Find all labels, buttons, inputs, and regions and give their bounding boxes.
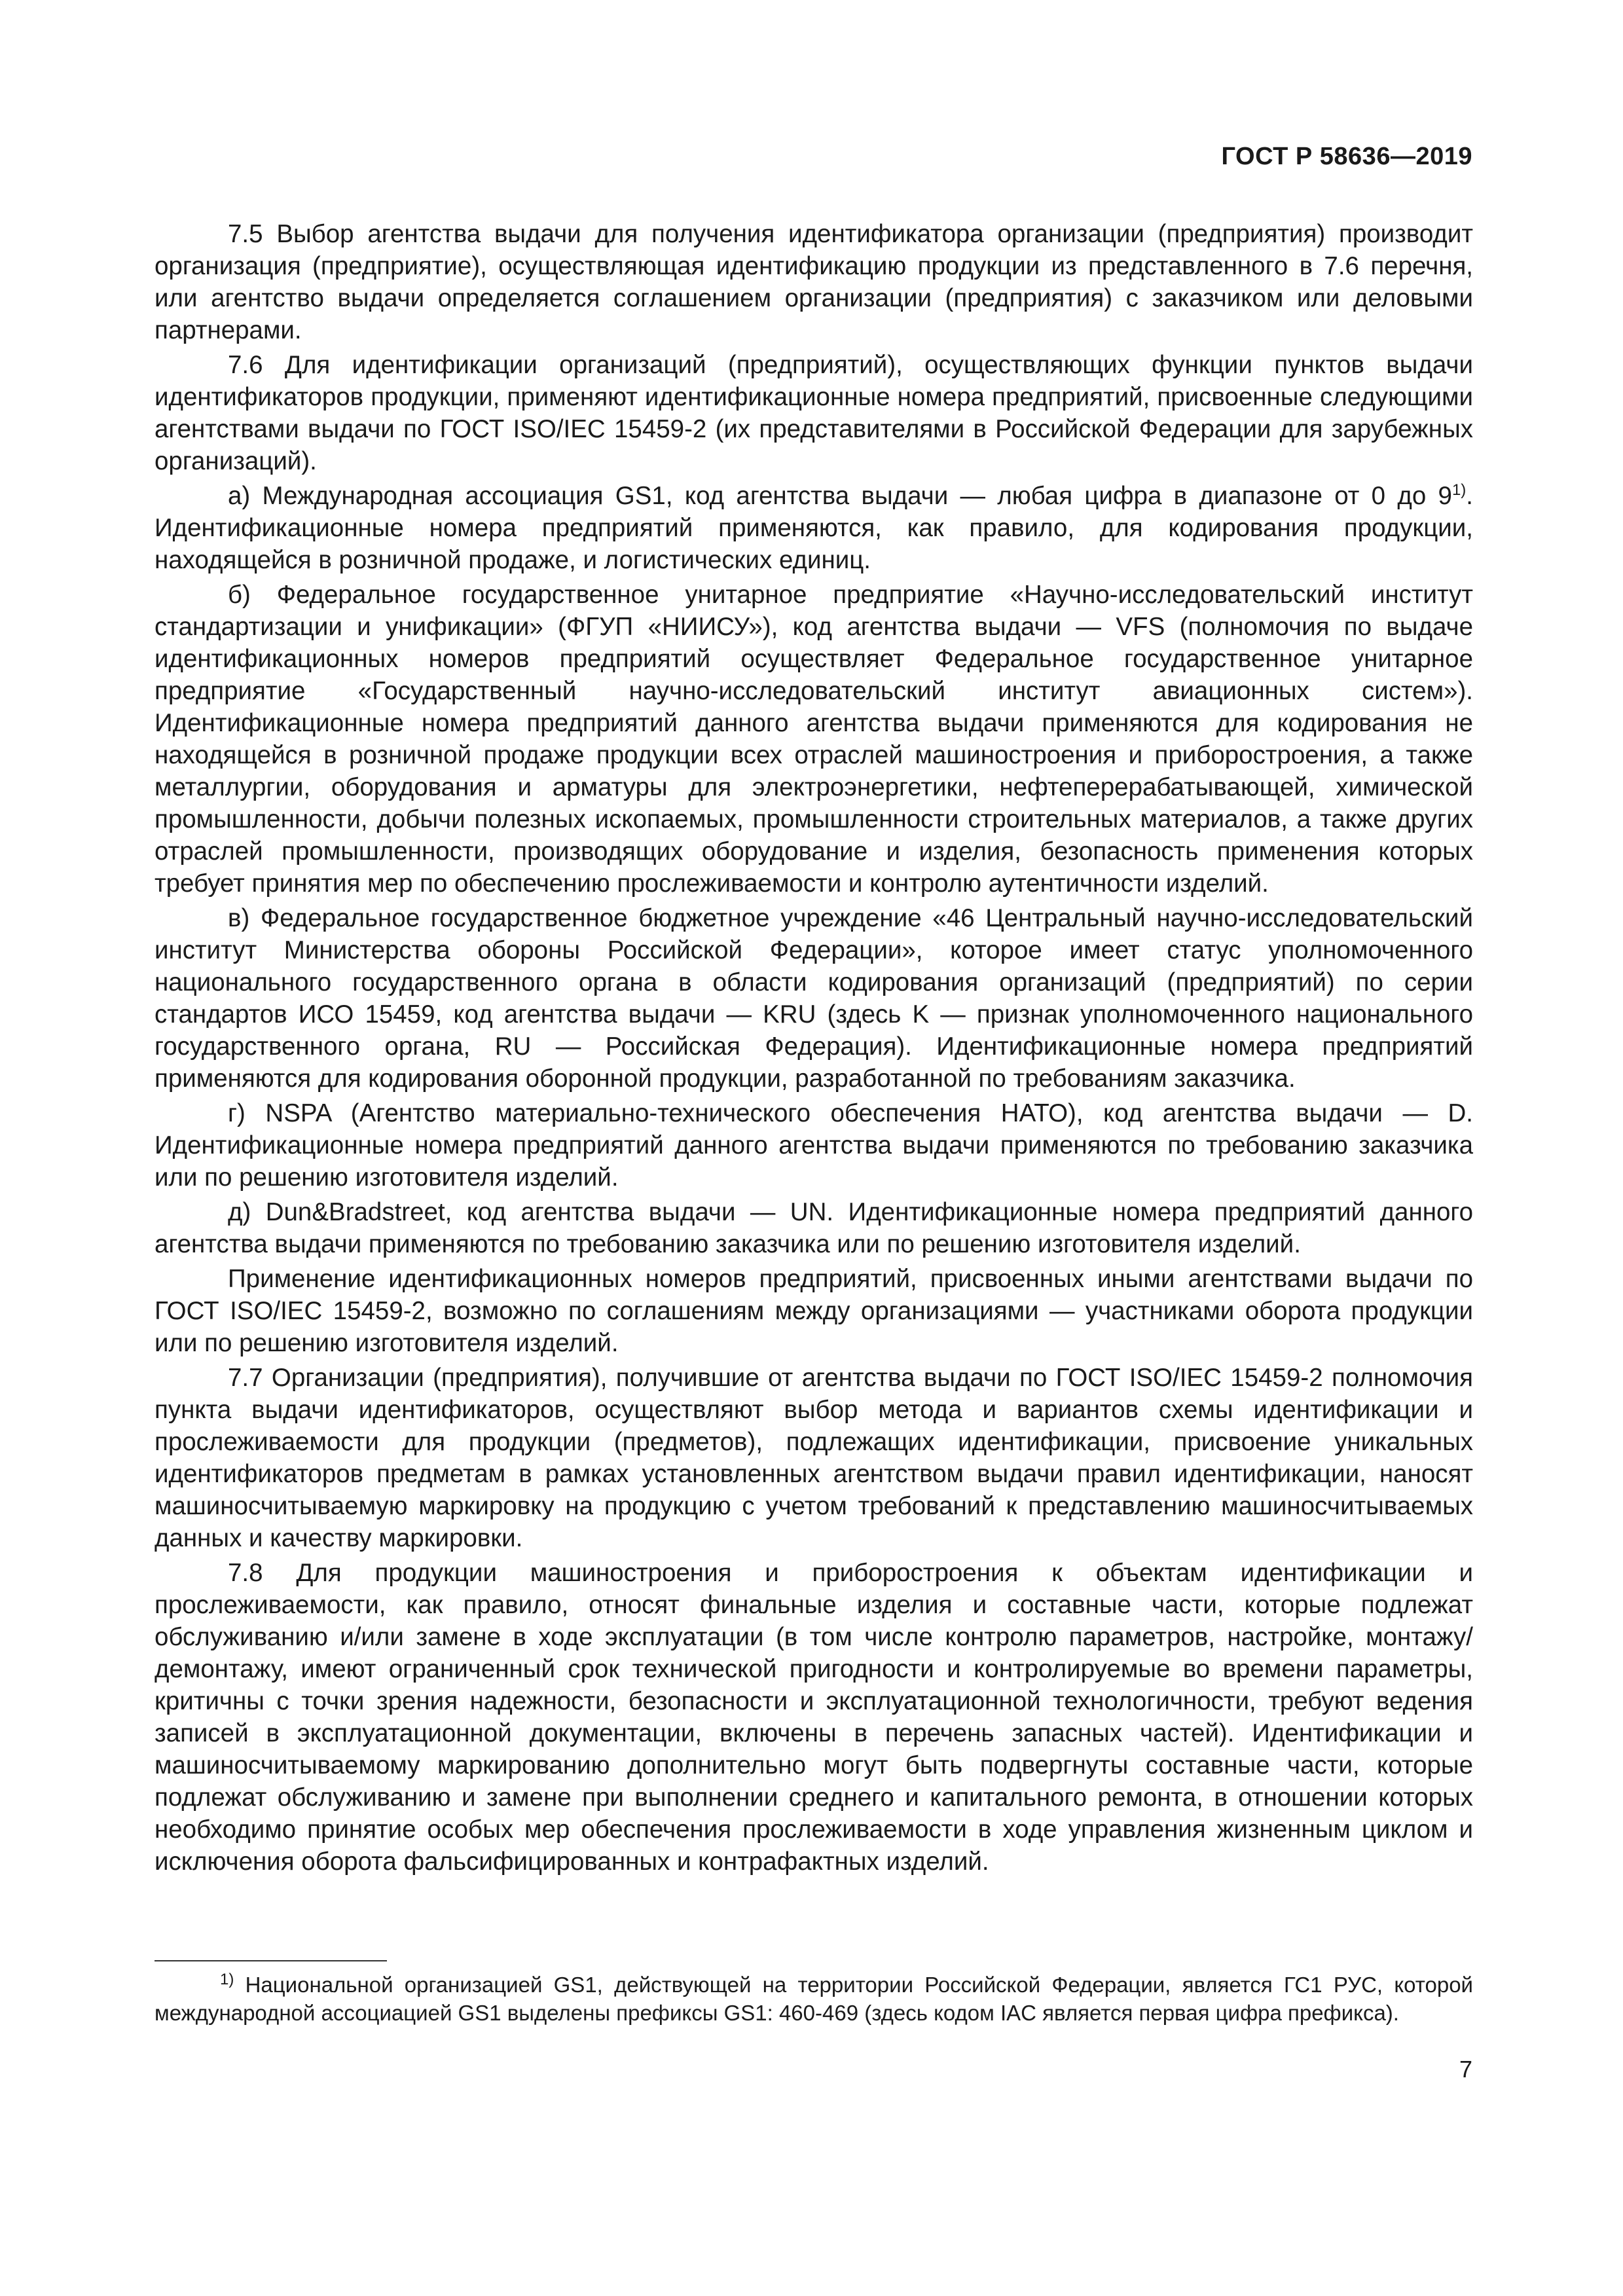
page-number: 7 — [1459, 2056, 1472, 2083]
footnote-divider — [155, 1960, 387, 1961]
document-id-header: ГОСТ Р 58636—2019 — [1221, 143, 1472, 170]
footnote-ref: 1) — [1451, 481, 1467, 500]
footnote-text: Национальной организацией GS1, действующей на территории Российской Федерации, является ГС1 РУС, которой международной ассоциацией GS1 выделены префиксы GS1: 460-469 (здесь кодом IAC является первая цифра префикса). — [155, 1973, 1473, 2025]
paragraph-7-6-a — [155, 480, 1473, 576]
paragraph-7-6-b: б) Федеральное государственное унитарное предприятие «Научно-исследовательский институт стандартизации и унификации» (ФГУП «НИИСУ»), код агентства выдачи — VFS (полномочия по выдаче идентификационных номеров предприятий осуществляет Федеральное государственное унитарное предприятие «Государственный научно-исследовательский институт авиационных систем»). Идентификационные номера предприятий данного агентства выдачи применяются для кодирования не находящейся в розничной продаже продукции всех отраслей машиностроения и приборостроения, а также металлургии, оборудования и арматуры для электроэнергетики, нефтеперерабатывающей, химической промышленности, добычи полезных ископаемых, промышленности строительных материалов, а также других отраслей промышленности, производящих оборудование и изделия, безопасность применения которых требует принятия мер по обеспечению прослеживаемости и контролю аутентичности изделий. — [155, 581, 1473, 898]
paragraph-7-6-g: г) NSPA (Агентство материально-технического обеспечения НАТО), код агентства выдачи — D. Идентификационные номера предприятий данного агентства выдачи применяются по требованию заказчика или по решению изготовителя изделий. — [155, 1099, 1473, 1192]
paragraph-a-text: а) Международная ассоциация GS1, код агентства выдачи — любая цифра в диапазоне от 0 до 9 — [228, 482, 1452, 510]
paragraph-7-6: 7.6 Для идентификации организаций (предприятий), осуществляющих функции пунктов выдачи идентификаторов продукции, применяют идентификационные номера предприятий, присвоенные следующими агентствами выдачи по ГОСТ ISO/IEC 15459-2 (их представителями в Российской Федерации для зарубежных организаций). — [155, 351, 1473, 475]
paragraph-7-6-v: в) Федеральное государственное бюджетное учреждение «46 Центральный научно-исследовательский институт Министерства обороны Российской Федерации», которое имеет статус уполномоченного национального государственного органа в области кодирования организаций (предприятий) по серии стандартов ИСО 15459, код агентства выдачи — KRU (здесь K — признак уполномоченного национального государственного органа, RU — Российская Федерация). Идентификационные номера предприятий применяются для кодирования оборонной продукции, разработанной по требованиям заказчика. — [155, 904, 1473, 1093]
paragraph-7-7: 7.7 Организации (предприятия), получившие от агентства выдачи по ГОСТ ISO/IEC 15459-2 полномочия пункта выдачи идентификаторов, осуществляют выбор метода и вариантов схемы идентификации и прослеживаемости для продукции (предметов), подлежащих идентификации, присвоение уникальных идентификаторов предметам в рамках установленных агентством выдачи правил идентификации, наносят машиносчитываемую маркировку на продукцию с учетом требований к представлению машиносчитываемых данных и качеству маркировки. — [155, 1364, 1473, 1552]
paragraph-a-tail: . Идентификационные номера предприятий применяются, как правило, для кодирования продукции, находящейся в розничной продаже, и логистических единиц. — [155, 482, 1473, 574]
paragraph-7-6-d: д) Dun&Bradstreet, код агентства выдачи — UN. Идентификационные номера предприятий данного агентства выдачи применяются по требованию заказчика или по решению изготовителя изделий. — [155, 1198, 1473, 1258]
footnote-marker: 1) — [220, 1971, 234, 1988]
paragraph-7-8: 7.8 Для продукции машиностроения и приборостроения к объектам идентификации и прослеживаемости, как правило, относят финальные изделия и составные части, которые подлежат обслуживанию и/или замене в ходе эксплуатации (в том числе контролю параметров, настройке, монтажу/демонтажу, имеют ограниченный срок технической пригодности и контролируемые во времени параметры, критичны с точки зрения надежности, безопасности и эксплуатационной технологичности, требуют ведения записей в эксплуатационной документации, включены в перечень запасных частей). Идентификации и машиносчитываемому маркированию дополнительно могут быть подвергнуты составные части, которые подлежат обслуживанию и замене при выполнении среднего и капитального ремонта, в отношении которых необходимо принятие особых мер обеспечения прослеживаемости в ходе управления жизненным циклом и исключения оборота фальсифицированных и контрафактных изделий. — [155, 1559, 1473, 1876]
document-body — [155, 218, 1473, 1880]
footnote — [155, 1971, 1473, 2027]
paragraph-7-6-other: Применение идентификационных номеров предприятий, присвоенных иными агентствами выдачи по ГОСТ ISO/IEC 15459-2, возможно по соглашениям между организациями — участниками оборота продукции или по решению изготовителя изделий. — [155, 1265, 1473, 1357]
paragraph-7-5: 7.5 Выбор агентства выдачи для получения идентификатора организации (предприятия) производит организация (предприятие), осуществляющая идентификацию продукции из представленного в 7.6 перечня, или агентство выдачи определяется соглашением организации (предприятия) с заказчиком или деловыми партнерами. — [155, 220, 1473, 344]
